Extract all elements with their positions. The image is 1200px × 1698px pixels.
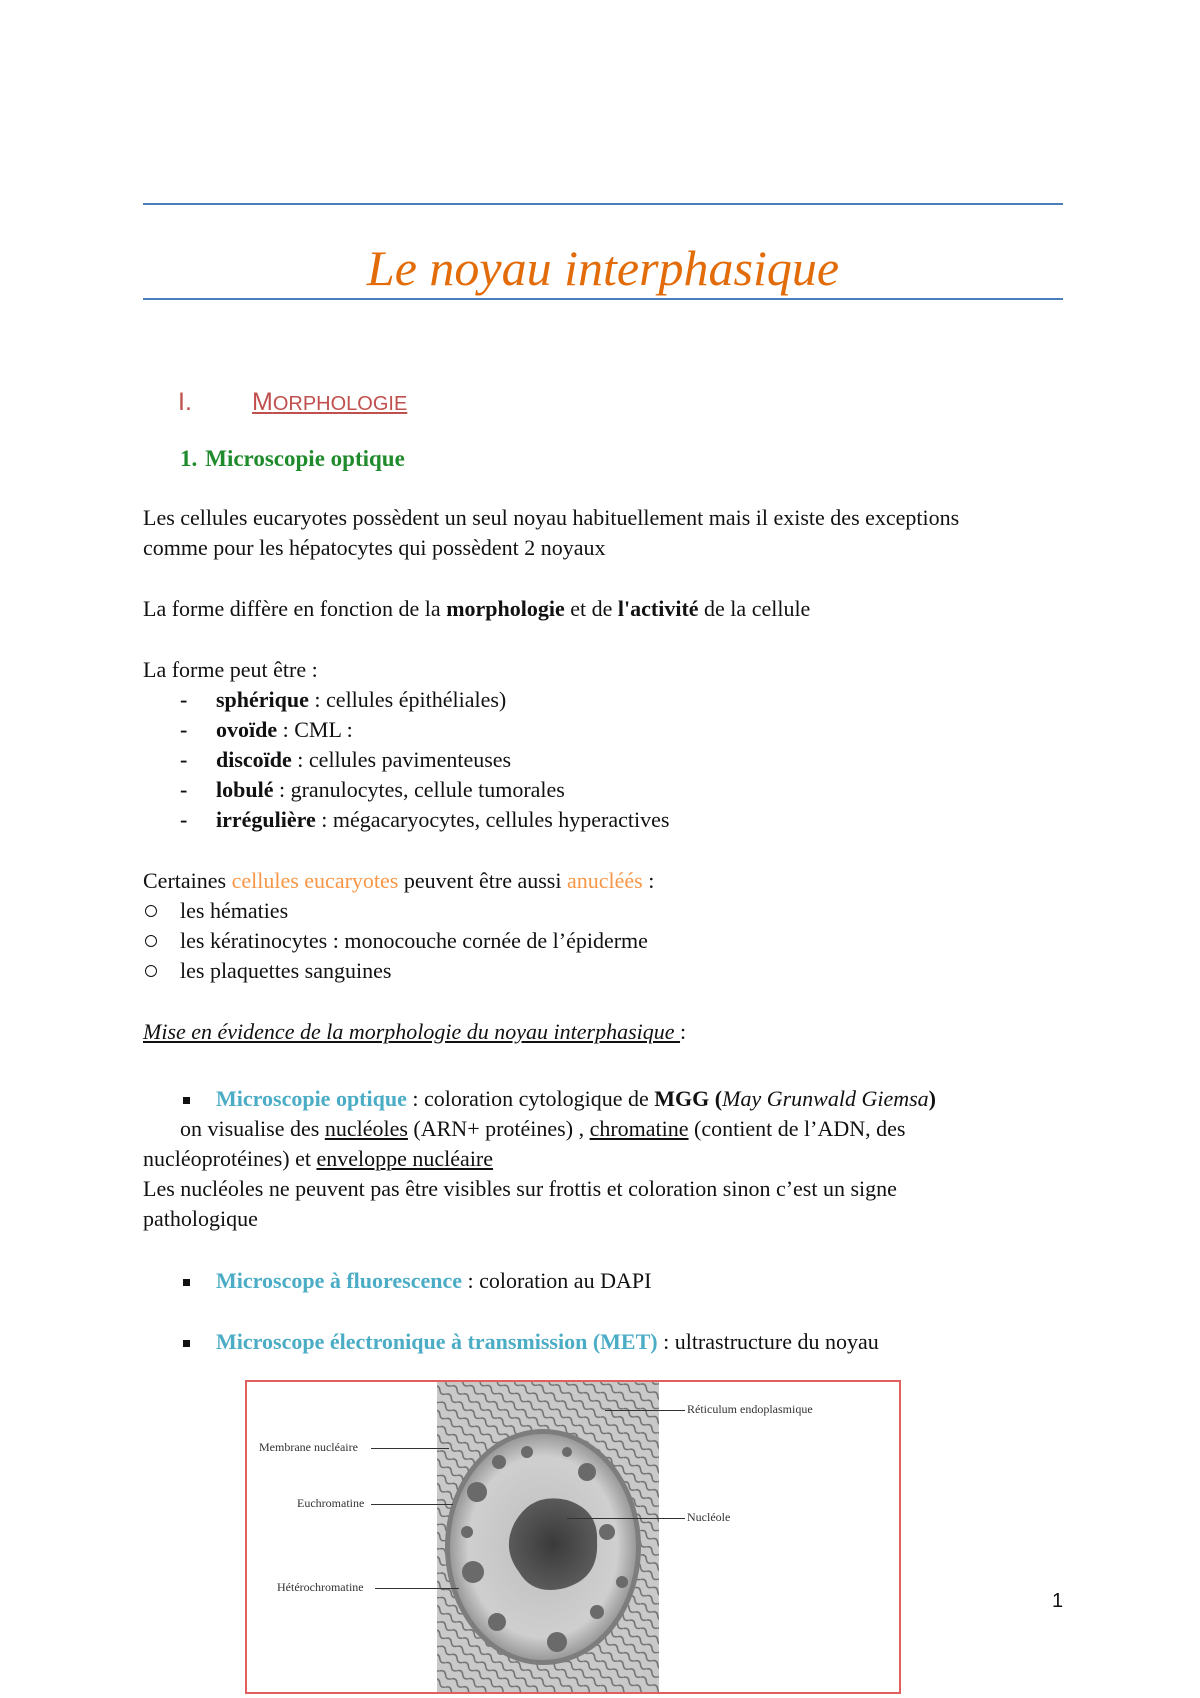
subsection-title: Microscopie optique (205, 446, 405, 471)
optique-mgg: MGG ( (654, 1086, 723, 1111)
para2 (143, 594, 810, 624)
para2-bold-activite: l'activité (617, 596, 699, 621)
met-desc: : ultrastructure du noyau (657, 1329, 879, 1354)
list-dash: - (180, 807, 188, 832)
optique-chromatine: chromatine (589, 1116, 689, 1141)
anucleate-item: les plaquettes sanguines (180, 958, 392, 983)
square-bullet-icon (183, 1097, 190, 1104)
form-item (216, 775, 565, 805)
optique-line1 (216, 1084, 936, 1114)
list-dash: - (180, 687, 188, 712)
form-term: lobulé (216, 777, 274, 802)
evidence-heading (143, 1017, 686, 1047)
circle-bullet-icon (145, 935, 157, 947)
form-desc: : granulocytes, cellule tumorales (273, 777, 565, 802)
section-title-rest: ORPHOLOGIE (272, 393, 408, 415)
anucleate-p1: Certaines (143, 868, 232, 893)
para2-bold-morphologie: morphologie (446, 596, 565, 621)
optique-close: ) (928, 1086, 936, 1111)
section-title (252, 388, 407, 417)
title-rule-top (143, 203, 1063, 205)
met-figure (245, 1380, 901, 1694)
anucleate-term-eucaryotes: cellules eucaryotes (231, 868, 399, 893)
leader-line (567, 1518, 685, 1519)
para2-mid: et de (564, 596, 618, 621)
subsection-heading (180, 446, 405, 472)
leader-line (375, 1588, 459, 1589)
evidence-heading-colon: : (680, 1019, 687, 1044)
anucleate-p3: : (642, 868, 655, 893)
page-number: 1 (1052, 1590, 1064, 1612)
optique-line4: Les nucléoles ne peuvent pas être visibles sur frottis et coloration sinon c’est un signe (143, 1176, 897, 1201)
forms-intro: La forme peut être : (143, 657, 318, 682)
form-term: discoïde (216, 747, 292, 772)
anucleate-item: les hématies (180, 898, 289, 923)
leader-line (371, 1504, 453, 1505)
para2-prefix: La forme diffère en fonction de la (143, 596, 447, 621)
list-dash: - (180, 777, 188, 802)
form-desc: : mégacaryocytes, cellules hyperactives (315, 807, 670, 832)
optique-line2 (180, 1114, 905, 1144)
circle-bullet-icon (145, 965, 157, 977)
figure-label-euchromatine: Euchromatine (297, 1496, 365, 1510)
form-desc: : cellules épithéliales) (308, 687, 507, 712)
leader-line (371, 1448, 449, 1449)
anucleate-p2: peuvent être aussi (398, 868, 567, 893)
optique-l2b: (ARN+ protéines) , (407, 1116, 590, 1141)
form-term: irrégulière (216, 807, 316, 832)
form-item (216, 685, 506, 715)
optique-p1: : coloration cytologique de (406, 1086, 655, 1111)
form-term: sphérique (216, 687, 309, 712)
met-line (216, 1327, 879, 1357)
nucleole-shape (509, 1498, 597, 1590)
square-bullet-icon (183, 1279, 190, 1286)
optique-l3a: nucléoprotéines) et (143, 1146, 317, 1171)
evidence-heading-text: Mise en évidence de la morphologie du noyau interphasique (143, 1019, 681, 1044)
anucleate-intro (143, 866, 654, 896)
optique-giemsa: May Grunwald Giemsa (722, 1086, 929, 1111)
title-rule-bottom (143, 298, 1063, 300)
optique-l2c: (contient de l’ADN, des (688, 1116, 906, 1141)
para1-line2: comme pour les hépatocytes qui possèdent 2 noyaux (143, 535, 606, 560)
fluorescence-term: Microscope à fluorescence (216, 1268, 462, 1293)
subsection-number: 1. (180, 446, 198, 471)
optique-enveloppe: enveloppe nucléaire (316, 1146, 494, 1171)
form-item (216, 745, 511, 775)
form-item (216, 805, 669, 835)
anucleate-term-anuclees: anucléés (566, 868, 643, 893)
nucleus-micrograph (437, 1382, 659, 1692)
optique-nucleoles: nucléoles (324, 1116, 408, 1141)
page-title: Le noyau interphasique (366, 240, 840, 296)
para2-suffix: de la cellule (698, 596, 811, 621)
optique-line3 (143, 1144, 493, 1174)
form-desc: : CML : (277, 717, 353, 742)
form-term: ovoïde (216, 717, 278, 742)
optique-term: Microscopie optique (216, 1086, 407, 1111)
figure-label-heterochromatine: Hétérochromatine (277, 1580, 364, 1594)
list-dash: - (180, 747, 188, 772)
optique-l2a: on visualise des (180, 1116, 325, 1141)
para1-line1: Les cellules eucaryotes possèdent un seul noyau habituellement mais il existe des exceptions (143, 505, 960, 530)
optique-line5: pathologique (143, 1206, 258, 1231)
square-bullet-icon (183, 1340, 190, 1347)
leader-line (605, 1410, 685, 1411)
circle-bullet-icon (145, 905, 157, 917)
figure-label-nucleole: Nucléole (687, 1510, 731, 1524)
section-title-cap: M (252, 388, 273, 416)
form-desc: : cellules pavimenteuses (291, 747, 512, 772)
figure-label-reticulum: Réticulum endoplasmique (687, 1402, 813, 1416)
list-dash: - (180, 717, 188, 742)
figure-label-membrane: Membrane nucléaire (259, 1440, 358, 1454)
fluorescence-desc: : coloration au DAPI (462, 1268, 652, 1293)
form-item (216, 715, 353, 745)
fluorescence-line (216, 1266, 651, 1296)
section-number: I. (178, 388, 192, 416)
met-term: Microscope électronique à transmission (MET) (216, 1329, 658, 1354)
anucleate-item: les kératinocytes : monocouche cornée de l’épiderme (180, 928, 648, 953)
